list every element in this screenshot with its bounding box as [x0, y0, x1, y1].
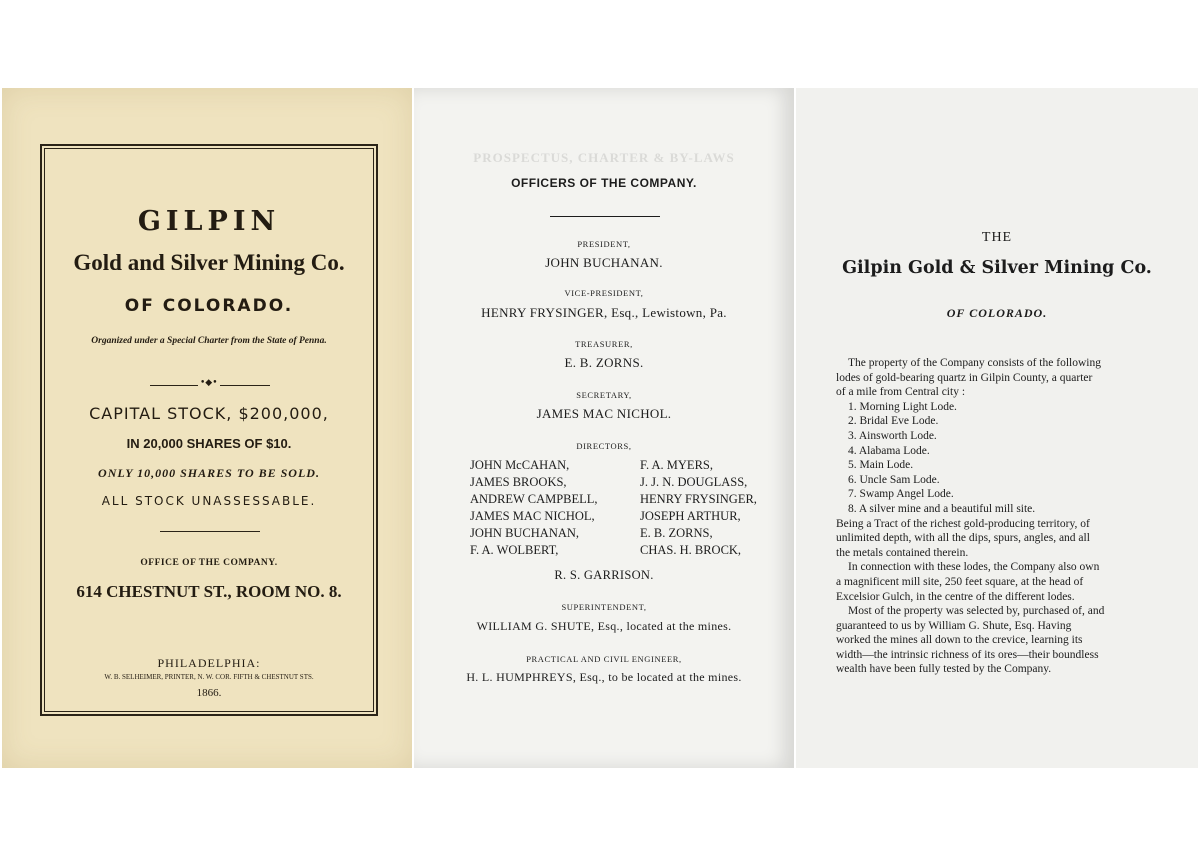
cover-only: ONLY 10,000 SHARES TO BE SOLD.	[98, 466, 320, 480]
director-right-0: F. A. MYERS,	[640, 458, 713, 472]
vp-name: HENRY FRYSINGER, Esq., Lewistown, Pa.	[481, 305, 727, 320]
ghost-header: PROSPECTUS, CHARTER & BY-LAWS	[473, 150, 735, 165]
cover-ornament	[150, 378, 270, 388]
director-left-1: JAMES BROOKS,	[470, 475, 567, 489]
body-line: Excelsior Gulch, in the centre of the different lodes.	[836, 590, 1075, 603]
body-line: In connection with these lodes, the Company also own	[848, 561, 1100, 574]
body-line: worked the mines all down to the crevice, learning its	[836, 634, 1083, 647]
director-left-3: JAMES MAC NICHOL,	[470, 509, 595, 523]
body-line: a magnificent mill site, 250 feet square, at the head of	[836, 575, 1084, 588]
director-left-5: F. A. WOLBERT,	[470, 543, 559, 557]
cover-state: OF COLORADO.	[124, 296, 294, 316]
body-line: of a mile from Central city :	[836, 386, 966, 399]
cover-subtitle: Gold and Silver Mining Co.	[73, 250, 345, 275]
cover-capital: CAPITAL STOCK, $200,000,	[89, 404, 329, 423]
director-left-0: JOHN McCAHAN,	[470, 458, 570, 472]
lode-item: 4. Alabama Lode.	[848, 444, 930, 457]
cover-page	[2, 88, 412, 768]
officers-title: OFFICERS OF THE COMPANY.	[511, 176, 697, 190]
cover-unassessable: ALL STOCK UNASSESSABLE.	[101, 494, 317, 508]
director-right-2: HENRY FRYSINGER,	[640, 492, 757, 506]
lode-item: 5. Main Lode.	[848, 459, 914, 472]
cover-shares: IN 20,000 SHARES OF $10.	[126, 436, 292, 451]
superintendent-label: SUPERINTENDENT,	[561, 602, 647, 612]
cover-divider	[160, 531, 260, 532]
cover-office-label: OFFICE OF THE COMPANY.	[140, 558, 278, 568]
president-name: JOHN BUCHANAN.	[545, 255, 663, 270]
director-right-4: E. B. ZORNS,	[640, 526, 713, 540]
cover-organized: Organized under a Special Charter from the State of Penna.	[91, 336, 327, 346]
vp-label: VICE-PRESIDENT,	[564, 288, 644, 298]
directors-label: DIRECTORS,	[576, 441, 632, 451]
body-line: guaranteed to us by William G. Shute, Esq. Having	[836, 619, 1072, 632]
body-line: wealth have been fully tested by the Company.	[836, 663, 1052, 676]
director-right-5: CHAS. H. BROCK,	[640, 543, 742, 557]
body-line: lodes of gold-bearing quartz in Gilpin County, a quarter	[836, 371, 1093, 384]
right-the: THE	[981, 230, 1013, 245]
lode-item: 1. Morning Light Lode.	[848, 400, 957, 413]
cover-title: GILPIN	[137, 206, 281, 237]
lode-item: 8. A silver mine and a beautiful mill site.	[848, 502, 1036, 515]
superintendent-name: WILLIAM G. SHUTE, Esq., located at the mines.	[476, 619, 732, 633]
body-line: the metals contained therein.	[836, 546, 969, 559]
engineer-name: H. L. HUMPHREYS, Esq., to be located at the mines.	[466, 670, 742, 684]
secretary-label: SECRETARY,	[576, 390, 632, 400]
body-line: Being a Tract of the richest gold-producing territory, of	[836, 517, 1090, 530]
cover-year: 1866.	[196, 687, 222, 699]
ornament-glyph: •◆•	[200, 378, 218, 388]
cover-address: 614 CHESTNUT ST., ROOM NO. 8.	[76, 582, 342, 601]
officers-page	[414, 88, 794, 768]
prospectus-page	[796, 88, 1198, 768]
body-line: width—the intrinsic richness of its ores—their boundless	[836, 648, 1099, 661]
body-line: Most of the property was selected by, purchased of, and	[848, 605, 1105, 618]
body-line: The property of the Company consists of the following	[848, 357, 1101, 369]
cover-frame	[40, 144, 378, 716]
director-right-3: JOSEPH ARTHUR,	[640, 509, 741, 523]
lode-item: 2. Bridal Eve Lode.	[848, 415, 939, 428]
cover-printer: W. B. SELHEIMER, PRINTER, N. W. COR. FIFTH & CHESTNUT STS.	[104, 673, 314, 681]
right-title: Gilpin Gold & Silver Mining Co.	[842, 258, 1152, 278]
right-body	[836, 356, 1166, 677]
director-left-4: JOHN BUCHANAN,	[470, 526, 580, 540]
director-left-2: ANDREW CAMPBELL,	[470, 492, 598, 506]
engineer-label: PRACTICAL AND CIVIL ENGINEER,	[526, 654, 682, 664]
lode-item: 6. Uncle Sam Lode.	[848, 473, 940, 486]
cover-city: PHILADELPHIA:	[157, 656, 261, 670]
lode-item: 3. Ainsworth Lode.	[848, 429, 937, 442]
officers-divider	[550, 216, 660, 217]
treasurer-label: TREASURER,	[575, 339, 633, 349]
right-subtitle: OF COLORADO.	[946, 306, 1048, 320]
secretary-name: JAMES MAC NICHOL.	[536, 406, 672, 421]
president-label: PRESIDENT,	[577, 239, 631, 249]
director-right-1: J. J. N. DOUGLASS,	[640, 475, 748, 489]
body-line: unlimited depth, with all the dips, spurs, angles, and all	[836, 532, 1090, 545]
director-last: R. S. GARRISON.	[554, 568, 654, 582]
lode-item: 7. Swamp Angel Lode.	[848, 488, 954, 501]
treasurer-name: E. B. ZORNS.	[564, 355, 644, 370]
